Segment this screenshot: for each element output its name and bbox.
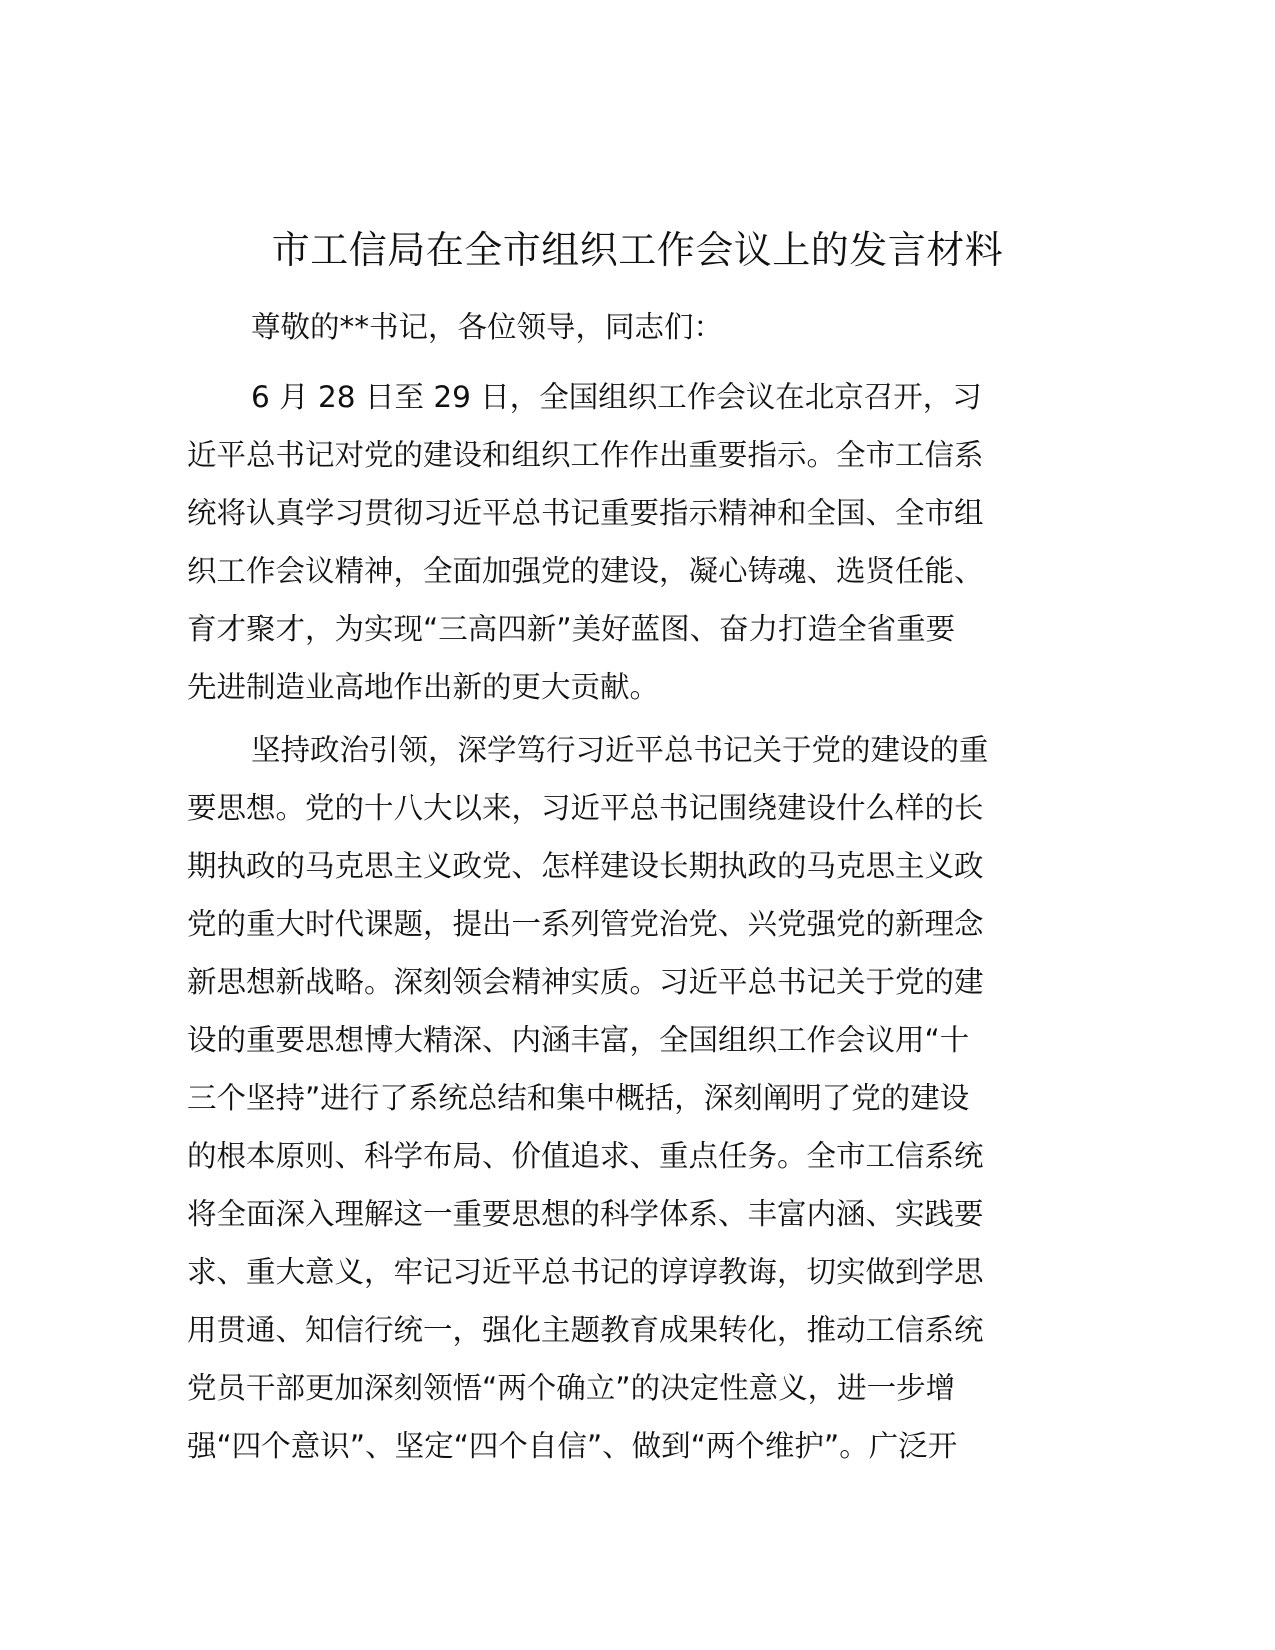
paragraph-2-line: 三个坚持”进行了系统总结和集中概括，深刻阐明了党的建设 [187, 1081, 970, 1115]
paragraph-2-line: 求、重大意义，牢记习近平总书记的谆谆教诲，切实做到学思 [187, 1255, 984, 1289]
paragraph-2-line: 党员干部更加深刻领悟“两个确立”的决定性意义，进一步增 [187, 1371, 956, 1405]
greeting-paragraph [187, 298, 1087, 356]
paragraph-2-line: 党的重大时代课题，提出一系列管党治党、兴党强党的新理念 [187, 907, 984, 941]
paragraph-2-line: 用贯通、知信行统一，强化主题教育成果转化，推动工信系统 [187, 1313, 984, 1347]
paragraph-2-line: 的根本原则、科学布局、价值追求、重点任务。全市工信系统 [187, 1139, 984, 1173]
greeting-line: 尊敬的**书记，各位领导，同志们： [251, 310, 724, 344]
paragraph-1 [187, 368, 1087, 716]
paragraph-2-line: 设的重要思想博大精深、内涵丰富，全国组织工作会议用“十 [187, 1023, 970, 1057]
paragraph-2-line: 要思想。党的十八大以来，习近平总书记围绕建设什么样的长 [187, 791, 984, 825]
paragraph-2-line: 将全面深入理解这一重要思想的科学体系、丰富内涵、实践要 [187, 1197, 984, 1231]
paragraph-2-line: 强“四个意识”、坚定“四个自信”、做到“两个维护”。广泛开 [187, 1429, 958, 1463]
paragraph-1-line: 近平总书记对党的建设和组织工作作出重要指示。全市工信系 [187, 438, 984, 472]
paragraph-2-line: 坚持政治引领，深学笃行习近平总书记关于党的建设的重 [251, 733, 989, 767]
paragraph-1-line: 织工作会议精神，全面加强党的建设，凝心铸魂、选贤任能、 [187, 554, 984, 588]
paragraph-2 [187, 721, 1087, 1475]
paragraph-1-line: 育才聚才，为实现“三高四新”美好蓝图、奋力打造全省重要 [187, 612, 956, 646]
paragraph-2-line: 期执政的马克思主义政党、怎样建设长期执政的马克思主义政 [187, 849, 984, 883]
paragraph-1-line: 6 月 28 日至 29 日，全国组织工作会议在北京召开，习 [251, 380, 982, 414]
paragraph-2-line: 新思想新战略。深刻领会精神实质。习近平总书记关于党的建 [187, 965, 984, 999]
document-title: 市工信局在全市组织工作会议上的发言材料 [271, 228, 1004, 272]
paragraph-1-line: 统将认真学习贯彻习近平总书记重要指示精神和全国、全市组 [187, 496, 984, 530]
paragraph-1-line: 先进制造业高地作出新的更大贡献。 [187, 670, 660, 704]
